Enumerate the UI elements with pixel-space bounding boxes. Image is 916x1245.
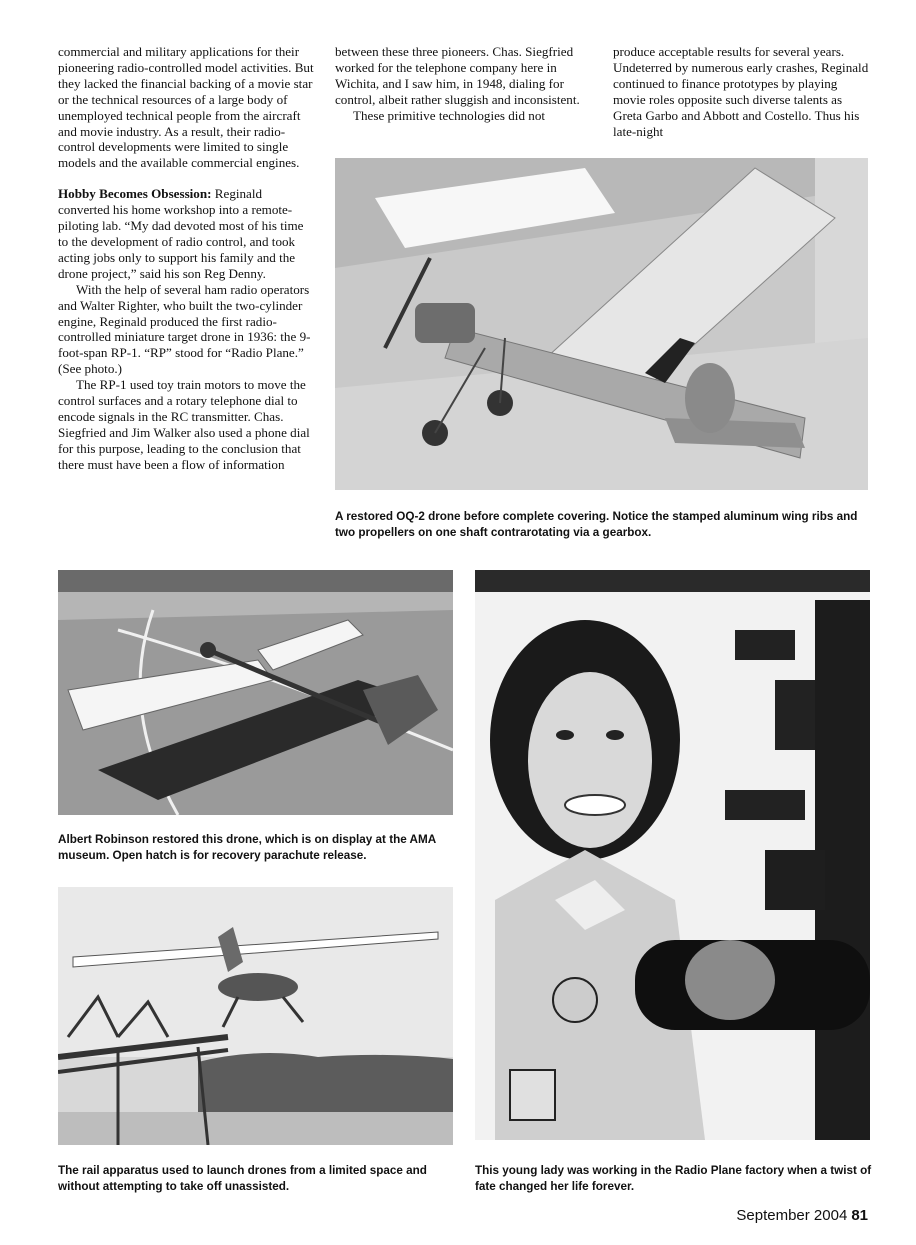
column1-paragraph-3: With the help of several ham radio operators and Walter Righter, who built the two-cylinder engine, Reginald produced the first radio-controlled miniature target drone in 1936: the 9-foot-span RP-1. “RP” stood for “Radio Plane.” (See photo.)	[58, 281, 311, 377]
oq2-drone-caption: A restored OQ-2 drone before complete covering. Notice the stamped aluminum wing ribs and two propellers on one shaft contrarotating via a gearbox.	[335, 510, 858, 539]
restored-drone-caption: Albert Robinson restored this drone, which is on display at the AMA museum. Open hatch is for recovery parachute release.	[58, 833, 436, 862]
article-column-3	[613, 44, 871, 139]
rail-launcher-caption: The rail apparatus used to launch drones from a limited space and without attempting to take off unassisted.	[58, 1164, 427, 1193]
column2-paragraph-1: between these three pioneers. Chas. Siegfried worked for the telephone company here in Wichita, and I saw him, in 1948, dialing for control, albeit rather sluggish and inconsistent.	[335, 44, 580, 107]
factory-worker-caption: This young lady was working in the Radio Plane factory when a twist of fate changed her life forever.	[475, 1164, 872, 1193]
page-folio	[736, 1207, 868, 1224]
oq2-drone-photo	[335, 158, 868, 490]
column1-paragraph-2-text: Reginald converted his home workshop into a remote-piloting lab. “My dad devoted most of his time to the development of radio control, and took acting jobs only to support his family and the drone project,” said his son Reg Denny.	[58, 186, 304, 281]
column1-paragraph-2	[58, 186, 316, 281]
article-column-1	[58, 44, 316, 473]
restored-drone-photo	[58, 570, 453, 815]
column2-paragraph-2: These primitive technologies did not	[353, 107, 546, 123]
column3-paragraph-1: produce acceptable results for several years. Undeterred by numerous early crashes, Reginald continued to finance prototypes by playing movie roles opposite such diverse talents as Greta Garbo and Abbott and Costello. Thus his late-night	[613, 44, 869, 139]
page-number: 81	[851, 1207, 868, 1224]
section-heading: Hobby Becomes Obsession:	[58, 186, 212, 202]
rail-launcher-photo	[58, 887, 453, 1145]
article-column-2	[335, 44, 597, 124]
factory-worker-photo	[475, 570, 870, 1140]
column1-paragraph-1: commercial and military applications for their pioneering radio-controlled model activities. But they lacked the financial backing of a movie star or the technical resources of a large body of unemployed technical people from the aircraft and movie industry. As a result, their radio-control developments were limited to single models and the available commercial engines.	[58, 44, 314, 171]
column1-paragraph-4: The RP-1 used toy train motors to move the control surfaces and a rotary telephone dial to encode signals in the RC transmitter. Chas. Siegfried and Jim Walker also used a phone dial for this purpose, leading to the conclusion that there must have been a flow of information	[58, 377, 310, 472]
issue-date: September 2004	[736, 1207, 848, 1224]
